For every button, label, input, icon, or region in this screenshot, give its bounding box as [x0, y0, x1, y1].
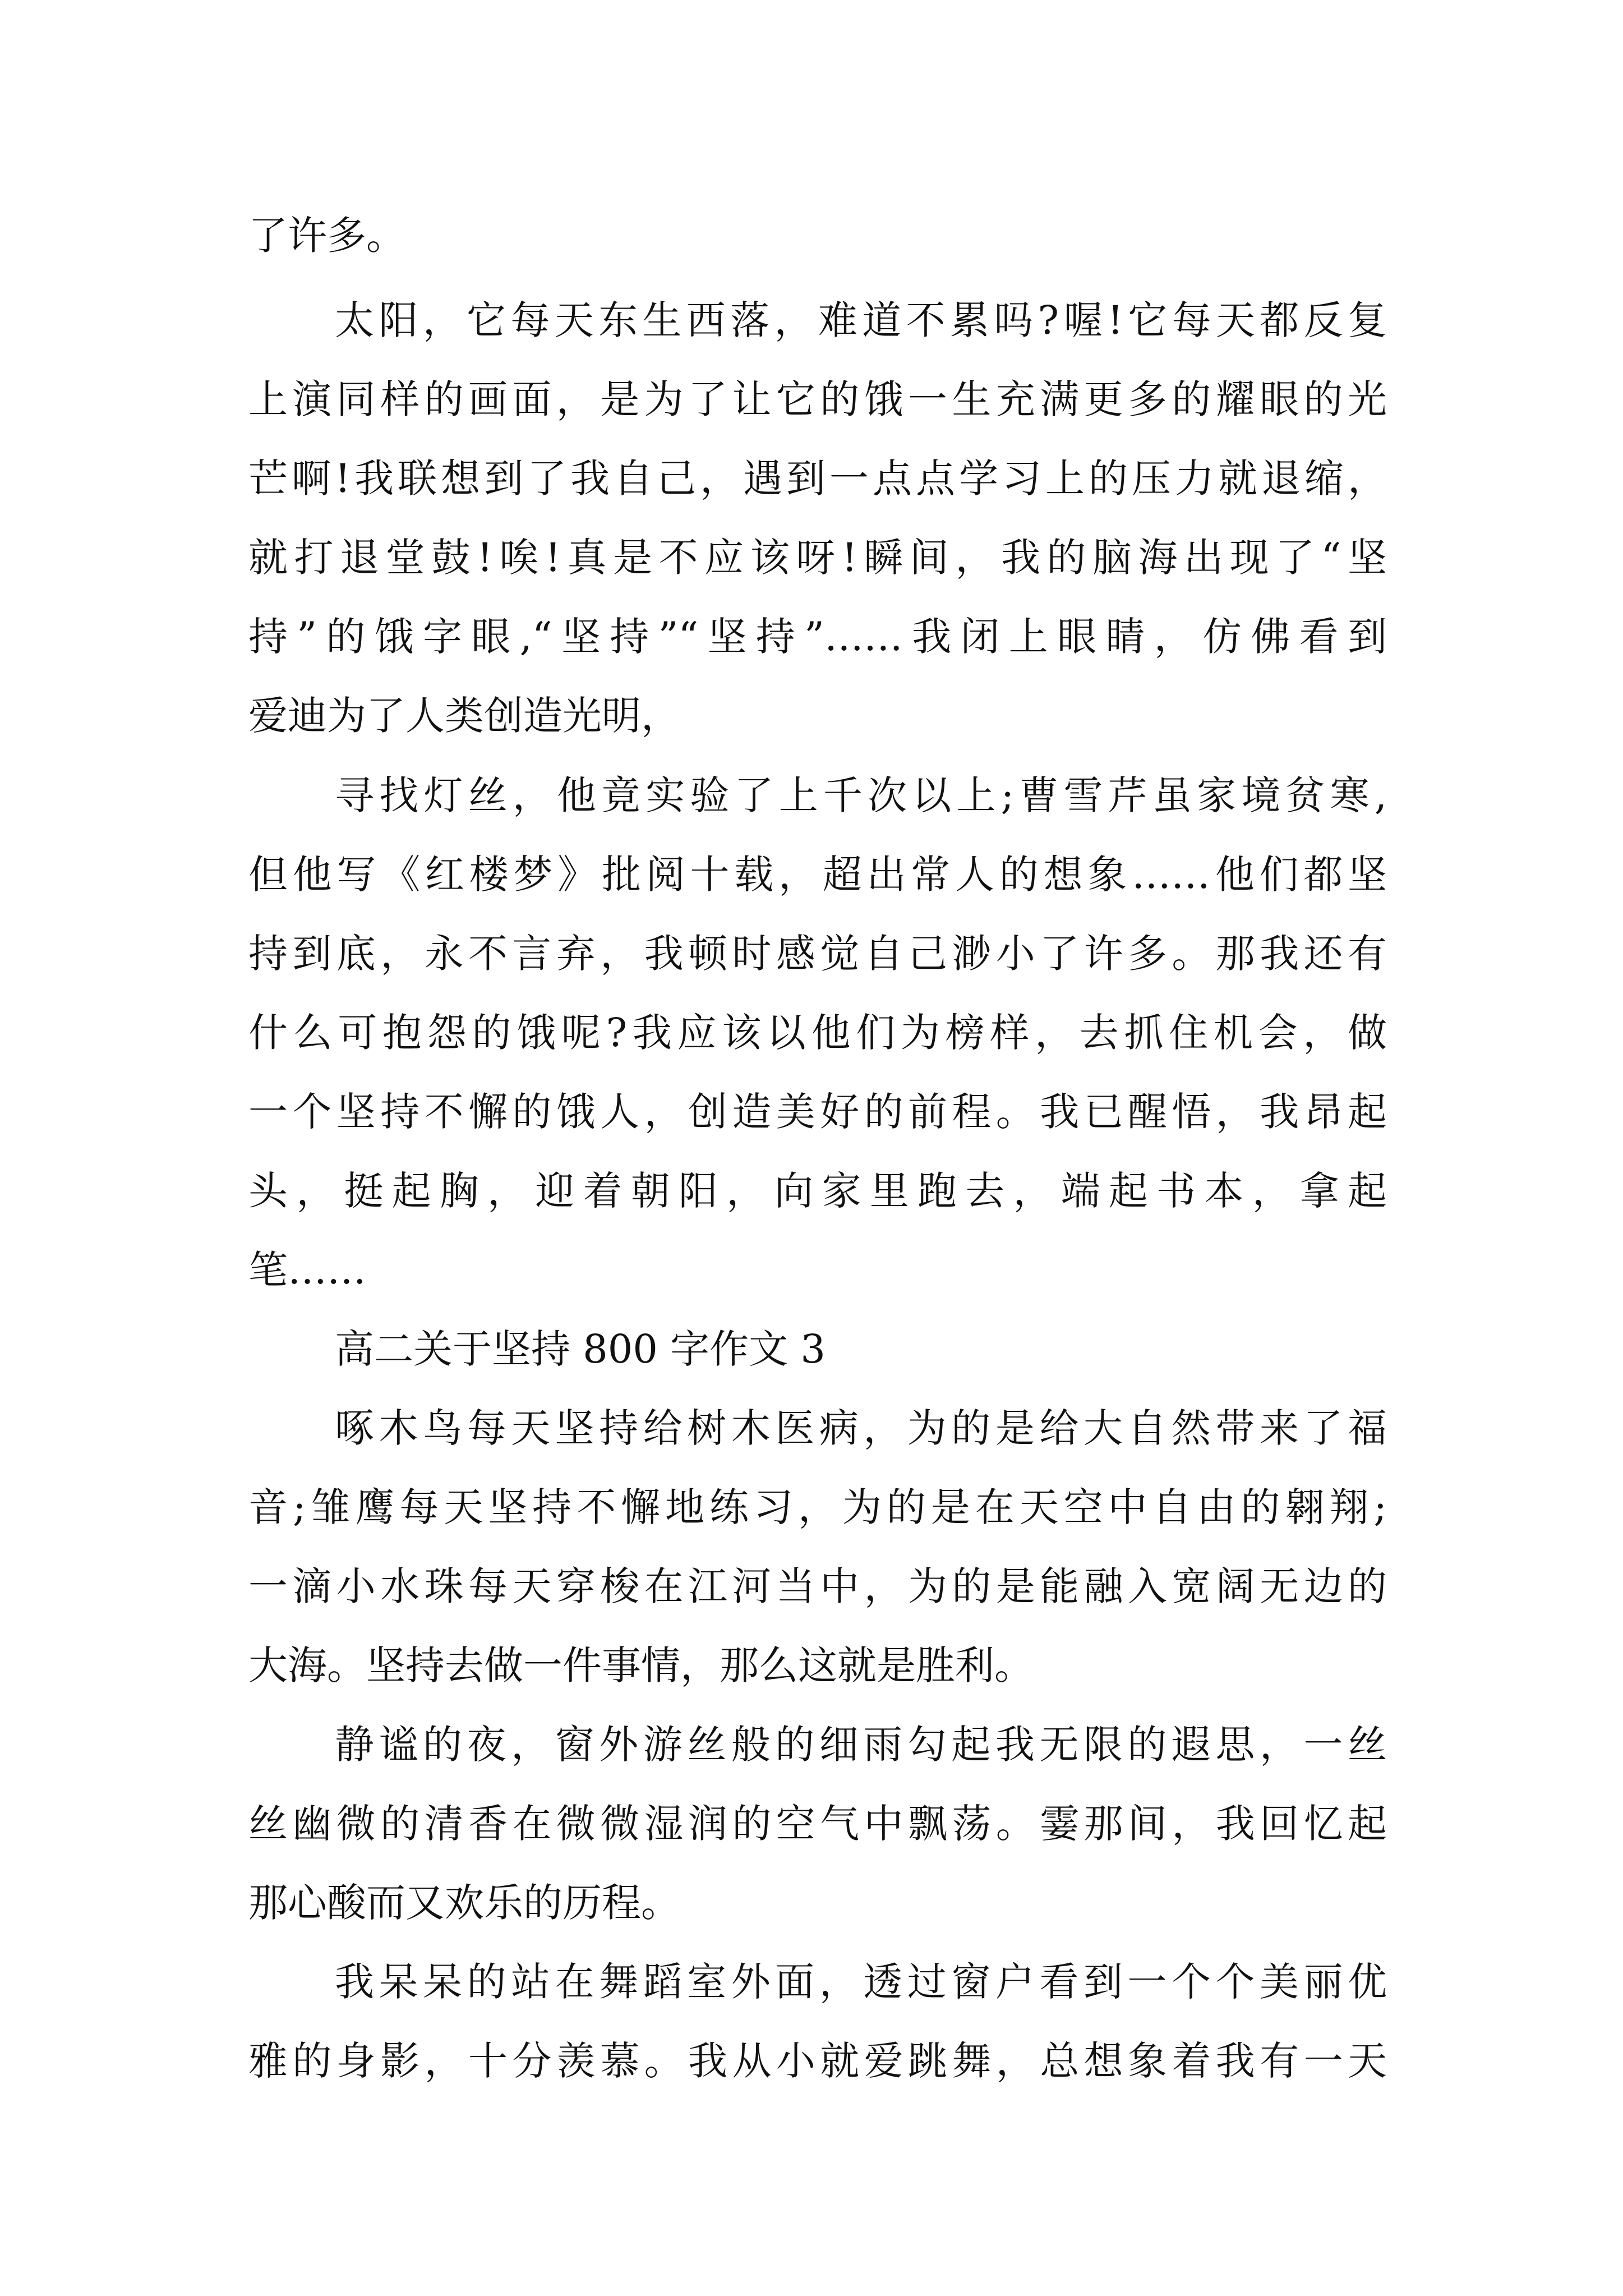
- paragraph-first-line: 太阳，它每天东生西落，难道不累吗?喔!它每天都反复: [335, 297, 1387, 343]
- text-line: 头，挺起胸，迎着朝阳，向家里跑去，端起书本，拿起: [248, 1168, 1387, 1214]
- paragraph-first-line: 寻找灯丝，他竟实验了上千次以上;曹雪芹虽家境贫寒,: [335, 772, 1387, 818]
- text-line: 音;雏鹰每天坚持不懈地练习，为的是在天空中自由的翱翔;: [248, 1484, 1387, 1530]
- text-line: 但他写《红楼梦》批阅十载，超出常人的想象……他们都坚: [248, 852, 1387, 898]
- text-line: 什么可抱怨的饿呢?我应该以他们为榜样，去抓住机会，做: [248, 1010, 1387, 1056]
- text-line: 就打退堂鼓!唉!真是不应该呀!瞬间，我的脑海出现了“坚: [248, 535, 1387, 581]
- text-line: 大海。坚持去做一件事情，那么这就是胜利。: [248, 1642, 1034, 1688]
- text-line: 上演同样的画面，是为了让它的饿一生充满更多的耀眼的光: [248, 376, 1387, 422]
- paragraph-first-line: 静谧的夜，窗外游丝般的细雨勾起我无限的遐思，一丝: [335, 1722, 1387, 1768]
- text-line: 芒啊!我联想到了我自己，遇到一点点学习上的压力就退缩，: [248, 455, 1387, 501]
- paragraph-first-line: 我呆呆的站在舞蹈室外面，透过窗户看到一个个美丽优: [335, 1959, 1387, 2005]
- section-heading: 高二关于坚持 800 字作文 3: [335, 1326, 826, 1372]
- text-line: 持到底，永不言弃，我顿时感觉自己渺小了许多。那我还有: [248, 931, 1387, 977]
- text-line: 丝幽微的清香在微微湿润的空气中飘荡。霎那间，我回忆起: [248, 1801, 1387, 1847]
- text-line: 一滴小水珠每天穿梭在江河当中，为的是能融入宽阔无边的: [248, 1563, 1387, 1609]
- text-line: 那心酸而又欢乐的历程。: [248, 1880, 680, 1926]
- text-line: 持”的饿字眼,“坚持”“坚持”……我闭上眼睛，仿佛看到: [248, 614, 1387, 660]
- text-line: 了许多。: [248, 213, 405, 259]
- paragraph-first-line: 啄木鸟每天坚持给树木医病，为的是给大自然带来了福: [335, 1405, 1387, 1451]
- text-line: 一个坚持不懈的饿人，创造美好的前程。我已醒悟，我昂起: [248, 1089, 1387, 1135]
- text-line: 雅的身影，十分羡慕。我从小就爱跳舞，总想象着我有一天: [248, 2038, 1387, 2084]
- text-line: 爱迪为了人类创造光明，: [248, 693, 680, 739]
- text-line: 笔……: [248, 1247, 366, 1293]
